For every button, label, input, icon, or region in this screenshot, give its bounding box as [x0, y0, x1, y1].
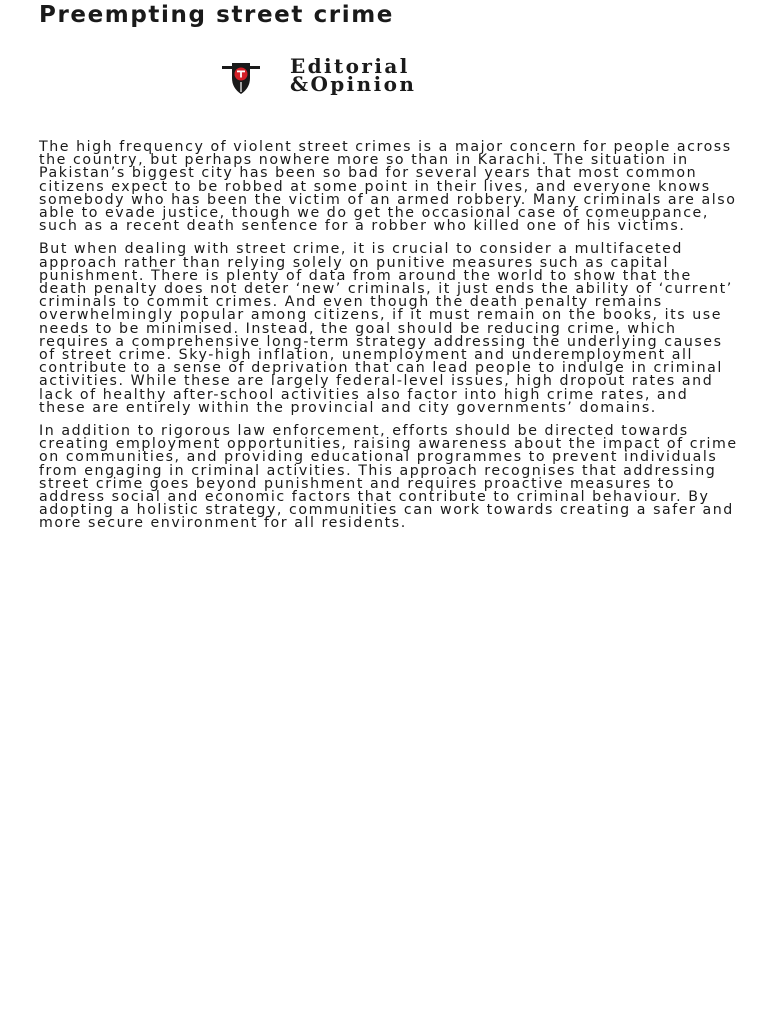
article-paragraph-2: But when dealing with street crime, it is crucial to consider a multifaceted approach rather than relying solely on punitive measures such as capital punishment. There is plenty of data from around the world to show that the death penalty does not deter ‘new’ criminals, it just ends the ability of ‘current’ criminals to commit crimes. And even though the death penalty remains overwhelmingly popular among citizens, if it must remain on the books, its use needs to be minimised. Instead, the goal should be reducing crime, which requires a comprehensive long-term strategy addressing the underlying causes of street crime. Sky-high inflation, unemployment and underemployment all contribute to a sense of deprivation that can lead people to indulge in criminal activities. While these are largely federal-level issues, high dropout rates and lack of healthy after-school activities also factor into high crime rates, and these are entirely within the provincial and city governments’ domains.: [39, 241, 733, 416]
masthead-line-1: Editorial: [290, 54, 410, 78]
masthead-line-2: &Opinion: [290, 72, 417, 96]
pen-nib-logo-icon: [220, 60, 262, 96]
article-paragraph-1: The high frequency of violent street crimes is a major concern for people across the country, but perhaps nowhere more so than in Karachi. The situation in Pakistan’s biggest city has been so bad for several years that most common citizens expect to be robbed at some point in their lives, and everyone knows somebody who has been the victim of an armed robbery. Many criminals are also able to evade justice, though we do get the occasional case of comeuppance, such as a recent death sentence for a robber who killed one of his victims.: [39, 139, 737, 235]
masthead-wordmark: [290, 54, 417, 96]
article-body: [39, 141, 739, 541]
headline: Preempting street crime: [39, 2, 395, 28]
masthead: [220, 54, 580, 98]
article-paragraph-3: In addition to rigorous law enforcement, efforts should be directed towards creating employment opportunities, raising awareness about the impact of crime on communities, and providing educational programmes to prevent individuals from engaging in criminal activities. This approach recognises that addressing street crime goes beyond punishment and requires proactive measures to address social and economic factors that contribute to criminal behaviour. By adopting a holistic strategy, communities can work towards creating a safer and more secure environment for all residents.: [39, 423, 738, 532]
